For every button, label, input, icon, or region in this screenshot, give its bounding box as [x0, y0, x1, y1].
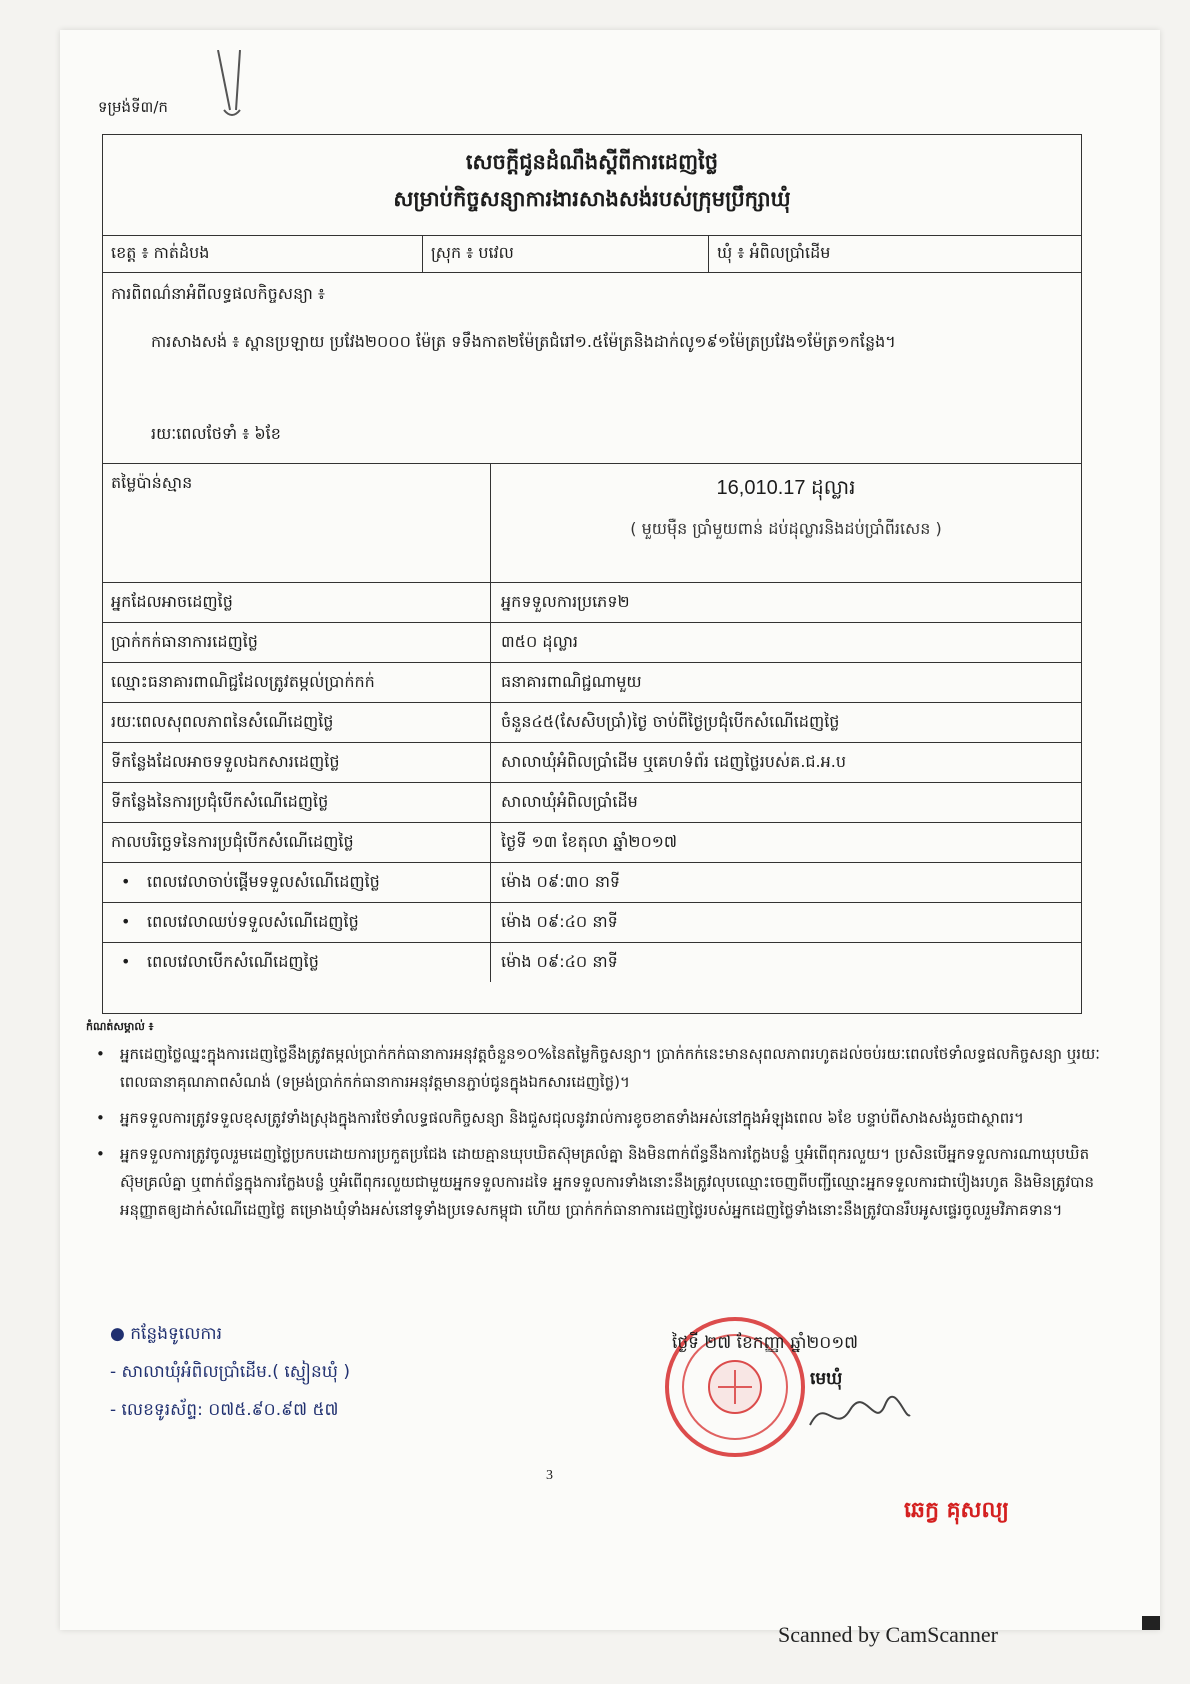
- row-label: ទីកន្លែងដែលអាចទទួលឯកសារដេញថ្លៃ: [103, 743, 491, 782]
- signer-name: ឆេក្វ គុសល្យ: [904, 1498, 1009, 1523]
- price-in-words: ( មួយម៉ឺន ប្រាំមួយពាន់ ដប់ដុល្លារនិងដប់ប្រាំពីរសេន ): [630, 519, 942, 538]
- row-label: ឈ្មោះធនាគារពាណិជ្ជដែលត្រូវតម្កល់ប្រាក់កក់: [103, 663, 491, 702]
- notice-title: សេចក្តីជូនដំណឹងស្តីពីការដេញថ្លៃ: [465, 150, 719, 174]
- notes-heading: កំណត់សម្គាល់ ៖: [86, 1020, 154, 1033]
- row-value: ថ្ងៃទី ១៣ ខែតុលា ឆ្នាំ២០១៧: [501, 832, 678, 851]
- row-label: រយៈពេលសុពលភាពនៃសំណើដេញថ្លៃ: [103, 703, 491, 742]
- chief-title: មេឃុំ: [810, 1369, 843, 1389]
- notice-table: [102, 134, 1082, 1014]
- row-value: សាលាឃុំអំពិលប្រាំដើម ឬគេហទំព័រ ដេញថ្លៃរបស់គ.ជ.អ.ប: [501, 752, 847, 771]
- notes-list: [90, 1040, 1100, 1232]
- row-value: សាលាឃុំអំពិលប្រាំដើម: [501, 792, 638, 811]
- commune-cell: ឃុំ ៖ អំពិលប្រាំដើម: [717, 243, 831, 262]
- handwritten-line: ● កន្លែងទូលេការ: [110, 1324, 222, 1344]
- row-value: ចំនួន៤៥(សែសិបប្រាំ)ថ្ងៃ ចាប់ពីថ្ងៃប្រជុំបើកសំណើដេញថ្លៃ: [501, 712, 840, 731]
- table-row: [103, 823, 1081, 863]
- location-row: [103, 236, 1081, 273]
- binder-clip-icon: [210, 50, 260, 120]
- district-cell: ស្រុក ៖ បវេល: [423, 236, 709, 272]
- table-row: [103, 703, 1081, 743]
- time-label: • ពេលវេលាឈប់ទទួលសំណើដេញថ្លៃ: [103, 903, 491, 942]
- time-value: ម៉ោង ០៩:៤០ នាទី: [501, 952, 618, 971]
- time-label: • ពេលវេលាបើកសំណើដេញថ្លៃ: [103, 943, 491, 982]
- row-label: កាលបរិច្ឆេទនៃការប្រជុំបើកសំណើដេញថ្លៃ: [103, 823, 491, 862]
- handwritten-line: - សាលាឃុំអំពិលប្រាំដើម.( ស្មៀនឃុំ ): [110, 1362, 350, 1382]
- notice-subtitle: សម្រាប់កិច្ចសន្យាការងារសាងសង់របស់ក្រុមប្រឹក្សាឃុំ: [393, 187, 791, 211]
- title-block: [103, 135, 1081, 236]
- row-label: ប្រាក់កក់ធានាការដេញថ្លៃ: [103, 623, 491, 662]
- row-value: ធនាគារពាណិជ្ជណាមួយ: [501, 672, 642, 691]
- price-label: តម្លៃប៉ាន់ស្មាន: [103, 464, 491, 582]
- time-row: [103, 863, 1081, 903]
- form-code: ទម្រង់ទី៣/ក: [98, 98, 168, 116]
- scanner-footer: Scanned by CamScanner: [778, 1622, 998, 1647]
- construction-text: ការសាងសង់ ៖ ស្ពានប្រឡាយ ប្រវែង២០០០ ម៉ែត្រ ទទឹងកាត២ម៉ែត្រជំរៅ១.៥ម៉ែត្រនិងដាក់លូ១៩១ម៉ែត្រប្រវែង១ម៉ែត្រ១កន្លែង។: [151, 332, 896, 351]
- price-row: [103, 464, 1081, 583]
- issue-date: ថ្ងៃទី ២៧ ខែកញ្ញា ឆ្នាំ២០១៧: [672, 1333, 859, 1353]
- list-item: • អ្នកទទួលការត្រូវទទួលខុសត្រូវទាំងស្រុងក្នុងការថែទាំលទ្ធផលកិច្ចសន្យា និងជួសជុលនូវរាល់ការខូចខាតទាំងអស់នៅក្នុងអំឡុងពេល ៦ខែ បន្ទាប់ពីសាងសង់រួចជាស្ថាពរ។: [90, 1104, 1100, 1132]
- table-row: [103, 663, 1081, 703]
- handwritten-line: - លេខទូរស័ព្ទ: ០៧៥.៩០.៩៧ ៥៧: [110, 1400, 339, 1420]
- time-row: [103, 943, 1081, 982]
- list-item: • អ្នកទទួលការត្រូវចូលរួមដេញថ្លៃប្រកបដោយការប្រកួតប្រជែង ដោយគ្មានឃុបឃិតស៊ុមគ្រលំគ្នា និងមិនពាក់ព័ន្ធនឹងការក្លែងបន្លំ ឬអំពើពុករលួយ។ ប្រសិនបើអ្នកទទួលការណាឃុបឃិតស៊ុមគ្រលំគ្នា ឬពាក់ព័ន្ធក្នុងការក្លែងបន្លំ ឬអំពើពុករលួយជាមួយអ្នកទទួលការដទៃ អ្នកទទួលការទាំងនោះនឹងត្រូវលុបឈ្មោះចេញពីបញ្ជីឈ្មោះអ្នកទទួលការជាប៉ៀងរហូត និងមិនត្រូវបានអនុញ្ញាតឲ្យដាក់សំណើដេញថ្លៃ តម្រោងឃុំទាំងអស់នៅទូទាំងប្រទេសកម្ពុជា ហើយ ប្រាក់កក់ធានាការដេញថ្លៃរបស់អ្នកដេញថ្លៃទាំងនោះនឹងត្រូវបានរឹបអូសផ្ទេរចូលរួមវិភាគទាន។: [90, 1140, 1100, 1224]
- row-value: ៣៥០ ដុល្លារ: [501, 632, 578, 651]
- document-page: [60, 30, 1160, 1630]
- table-row: [103, 583, 1081, 623]
- time-label: • ពេលវេលាចាប់ផ្តើមទទួលសំណើដេញថ្លៃ: [103, 863, 491, 902]
- row-label: អ្នកដែលអាចដេញថ្លៃ: [103, 583, 491, 622]
- signature-icon: [805, 1390, 915, 1440]
- time-value: ម៉ោង ០៩:៣០ នាទី: [501, 872, 621, 891]
- time-value: ម៉ោង ០៩:៤០ នាទី: [501, 912, 618, 931]
- row-label: ទីកន្លែងនៃការប្រជុំបើកសំណើដេញថ្លៃ: [103, 783, 491, 822]
- province-cell: ខេត្ត ៖ កាត់ដំបង: [103, 236, 423, 272]
- list-item: • អ្នកដេញថ្លៃឈ្នះក្នុងការដេញថ្លៃនឹងត្រូវតម្កល់ប្រាក់កក់ធានាការអនុវត្តចំនួន១០%នៃតម្លៃកិច្ចសន្យា។ ប្រាក់កក់នេះមានសុពលភាពរហូតដល់ចប់រយៈពេលថែទាំលទ្ធផលកិច្ចសន្យា ឬរយៈពេលធានាគុណភាពសំណង់ (ទម្រង់ប្រាក់កក់ធានាការអនុវត្តមានភ្ជាប់ជូនក្នុងឯកសារដេញថ្លៃ)។: [90, 1040, 1100, 1096]
- table-row: [103, 743, 1081, 783]
- handwritten-contact: [110, 1315, 350, 1429]
- description-label: ការពិពណ៌នាអំពីលទ្ធផលកិច្ចសន្យា ៖: [111, 284, 325, 303]
- page-number: 3: [546, 1468, 553, 1483]
- description-block: [103, 273, 1081, 464]
- table-row: [103, 783, 1081, 823]
- price-value-cell: [491, 464, 1081, 582]
- scan-corner-mark: [1142, 1616, 1160, 1630]
- row-value: អ្នកទទួលការប្រភេទ២: [501, 592, 630, 611]
- maintenance-duration: រយៈពេលថែទាំ ៖ ៦ខែ: [151, 424, 281, 443]
- time-row: [103, 903, 1081, 943]
- table-row: [103, 623, 1081, 663]
- price-amount: 16,010.17 ដុល្លារ: [716, 477, 856, 499]
